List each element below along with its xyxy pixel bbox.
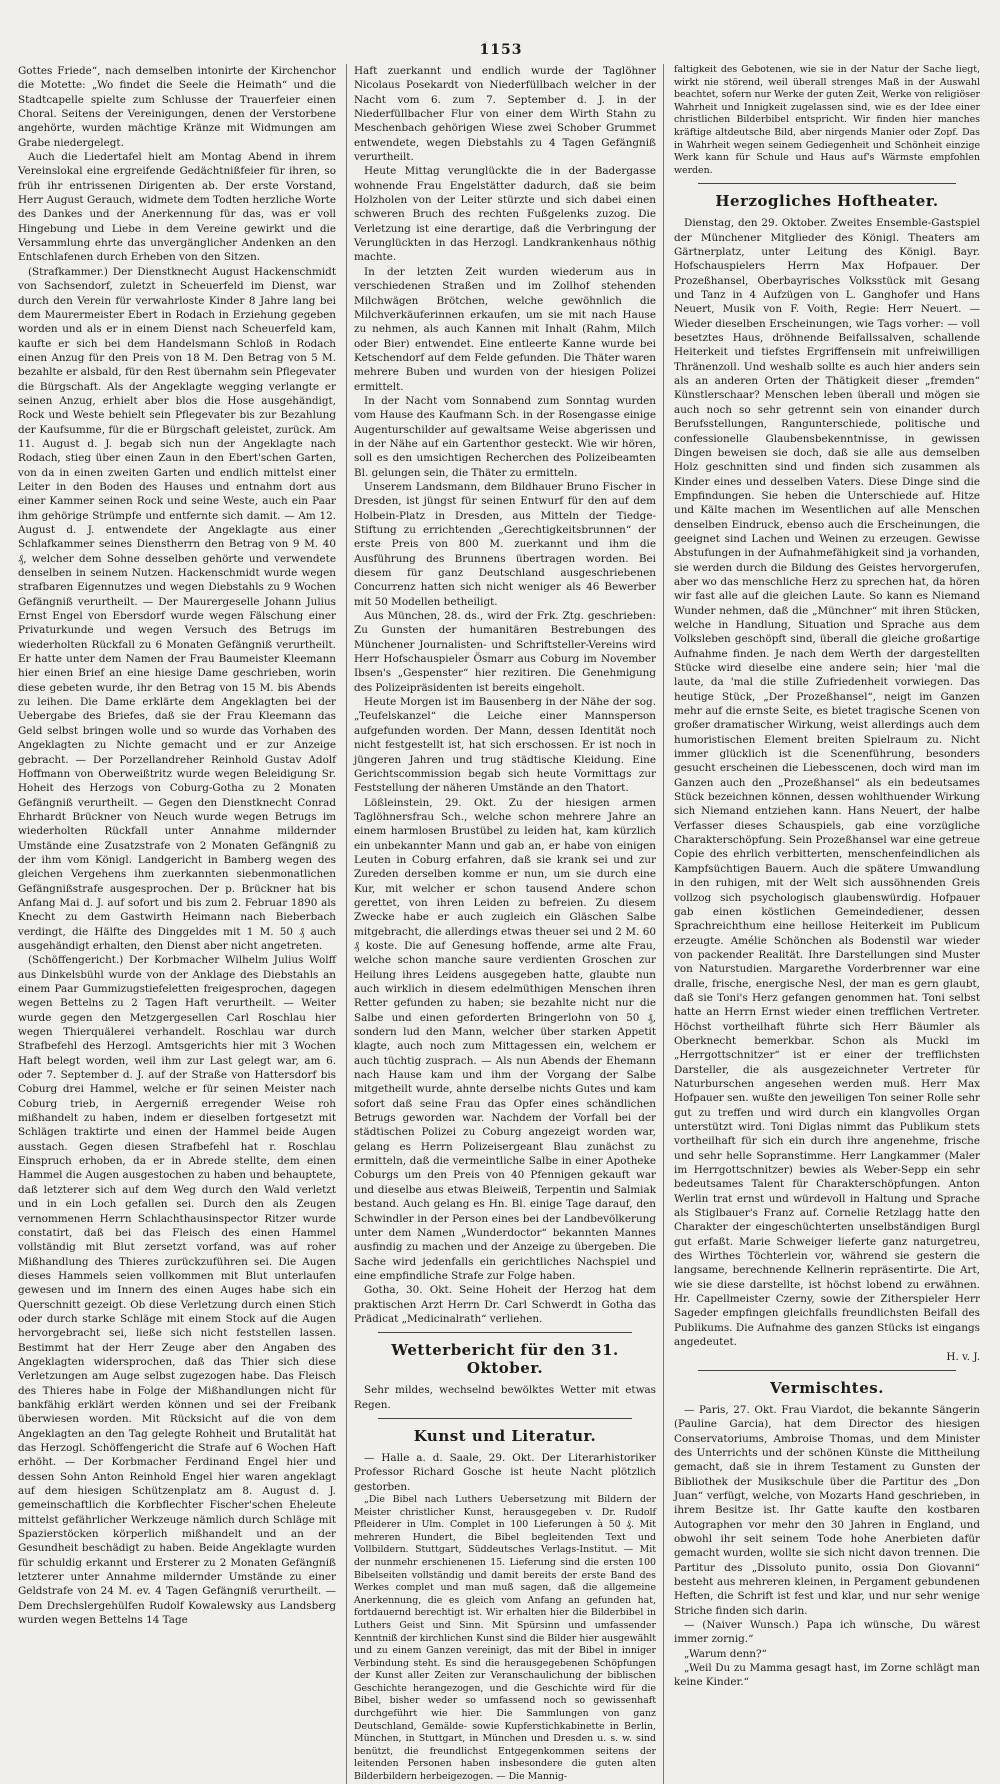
kunst-text: — Halle a. d. Saale, 29. Okt. Der Literarhistoriker Professor Richard Gosche ist heute Nacht plötzlich gestorben.	[354, 1451, 656, 1493]
paragraph: Aus München, 28. ds., wird der Frk. Ztg. geschrieben: Zu Gunsten der humanitären Bestrebungen des Münchener Journalisten- und Schriftsteller-Vereins wird Herr Hofschauspieler Ösmarr aus Coburg im November Ibsen's „Gespenster“ hier rezitiren. Die Genehmigung des Polizeipräsidenten ist bereits eingeholt.	[354, 610, 656, 694]
hoftheater-title: Herzogliches Hoftheater.	[715, 192, 939, 211]
paragraph: Unserem Landsmann, dem Bildhauer Bruno Fischer in Dresden, ist jüngst für seinen Entwurf für den auf dem Holbein-Platz in Dresden, aus Mitteln der Tiedge-Stiftung zu errichtenden „Gerechtigkeitsbrunnen“ der erste Preis von 800 M. zuerkannt und ihm die Ausführung des Brunnens übertragen worden. Bei diesem für ganz Deutschland ausgeschriebenen Concurrenz hatten sich nicht weniger als 46 Bewerber mit 50 Modellen betheiligt.	[354, 480, 656, 608]
column-right	[674, 64, 980, 1784]
divider	[378, 1418, 632, 1419]
paragraph: (Strafkammer.) Der Dienstknecht August Hackenschmidt von Sachsendorf, zuletzt in Scheuerfeld im Dienst, war durch den Verein für verwahrloste Kinder 8 Jahre lang bei dem Maurermeister Ebert in Rodach in Erziehung gegeben worden und als er in einem Dienst nach Scheuerfeld kam, kaufte er sich bei dem Handelsmann Schloß in Rodach einen Anzug für den Preis von 18 M. Den Betrag von 5 M. bezahlte er alsbald, für den Rest übernahm sein Pflegevater die Bürgschaft. Als der Angeklagte wegging verlangte er seinen Anzug, erhielt aber blos die Hose ausgehändigt, Rock und Weste behielt sein Pflegevater bis zur Bezahlung der Kaufsumme, für die er Bürgschaft geleistet, zurück. Am 11. August d. J. begab sich nun der Angeklagte nach Rodach, stieg über einen Zaun in den Ebert'schen Garten, von da in einen zweiten Garten und endlich mittelst einer Leiter in den Boden des Hauses und entnahm dort aus einer Kammer seinen Rock und seine Weste, auch ein Paar ihm gehörige Strümpfe und entfernte sich damit. — Am 12. August d. J. entwendete der Angeklagte aus einer Schlafkammer seines Dienstherrn den Betrag von 9 M. 40 ₰, welcher dem Sohne desselben gehörte und verwendete denselben in seinem Nutzen. Hackenschmidt wurde wegen strafbaren Eigennutzes und wegen Diebstahls zu 9 Wochen Gefängniß verurtheilt. — Der Maurergeselle Johann Julius Ernst Engel von Ebersdorf wurde wegen Fälschung einer Privaturkunde und wegen Versuch des Betrugs im wiederholten Rückfall zu 6 Monaten Gefängniß verurtheilt. Er hatte unter dem Namen der Frau Baumeister Kleemann hier einen Brief an eine hiesige Dame geschrieben, worin diese gebeten wurde, ihr den Betrag von 15 M. bis Abends zu leihen. Die Dame erklärte dem Angeklagten bei der Uebergabe des Briefes, daß sie der Frau Kleemann das Geld selbst bringen wolle und so wurde das Vorhaben des Angeklagten zu Nichte gemacht und er zur Anzeige gebracht. — Der Porzellandreher Reinhold Gustav Adolf Hoffmann von Oberweißtritz wurde wegen Beleidigung Sr. Hoheit des Herzogs von Coburg-Gotha zu 2 Monaten Gefängniß verurtheilt. — Gegen den Dienstknecht Conrad Ehrhardt Brückner von Neuch wurde wegen Betrugs im wiederholten Rückfall unter Annahme mildernder Umstände eine Zusatzstrafe von 2 Monaten Gefängniß zu der ihm vom Königl. Landgericht in Bamberg wegen des gleichen Vergehens ihm zuerkannten siebenmonatlichen Gefängnißstrafe ausgesprochen. Der p. Brückner hat bis Anfang Mai d. J. auf sofort und bis zum 2. Februar 1890 als Knecht zu dem Gastwirth Heimann nach Bieberbach verdingt, die Hälfte des Dinggeldes mit 1 M. 50 ₰ auch ausgehändigt erhalten, den Dienst aber nicht angetreten.	[18, 265, 336, 952]
paragraph: „Warum denn?“	[684, 1647, 767, 1660]
weather-text: Sehr mildes, wechselnd bewölktes Wetter mit etwas Regen.	[354, 1384, 656, 1411]
bible-review-text: „Die Bibel nach Luthers Uebersetzung mit Bildern der Meister christlicher Kunst, herausgegeben v. Dr. Rudolf Pfleiderer in Ulm. Complet in 100 Lieferungen à 50 ₰. Mit mehreren Hundert, die Bibel begleitenden Text und Vollbildern. Stuttgart, Süddeutsches Verlags-Institut. — Mit der nunmehr erschienenen 15. Lieferung sind die ersten 100 Bibelseiten vollständig und damit bereits der erste Band des Werkes complet und man muß sagen, daß die allgemeine Anerkennung, die es gleich vom Anfang an gefunden hat, fortdauernd berechtigt ist. Wir erhalten hier die Bilderbibel in Luthers Geist und Sinn. Mit Spürsinn und umfassender Kenntniß der kirchlichen Kunst sind die Bilder hier ausgewählt und zu einem Ganzen vereinigt, das mit der Bibel in inniger Verbindung steht. Es sind die herausgegebenen Schöpfungen der Kunst aller Zeiten zur Veranschaulichung der biblischen Geschichte herangezogen, und die Geschichte wird für die Bibel, bisher weder so umfassend noch so gewissenhaft durchgeführt wie hier. Die Sammlungen von ganz Deutschland, Gemälde- sowie Kupferstichkabinette in Berlin, München, in Stuttgart, in München und Dresden u. s. w. sind benützt, die freundlichst Entgegenkommen seitens der leitenden Personen haben insbesondere die guten alten Bilderbildern herbeigezogen. — Die Mannig-	[354, 1493, 656, 1783]
paragraph: Auch die Liedertafel hielt am Montag Abend in ihrem Vereinslokal eine ergreifende Gedächtnißfeier für ihren, so früh ihr entrissenen Dirigenten ab. Der erste Vorstand, Herr August Gerauch, widmete dem Todten herzliche Worte des Dankes und der Anerkennung für das, was er voll Hingebung und Liebe in dem Vereine gewirkt und die Versammlung ehrte das unvergänglicher Andenken an den Entschlafenen durch Erheben von den Sitzen.	[18, 151, 336, 264]
paragraph: In der letzten Zeit wurden wiederum aus in verschiedenen Straßen und im Zollhof stehenden Milchwägen Brötchen, welche gewöhnlich die Milchverkäuferinnen erkaufen, um sie mit nach Hause zu nehmen, als auch Kannen mit Inhalt (Rahm, Milch oder Bier) entwendet. Eine entleerte Kanne wurde bei Ketschendorf auf dem Felde gefunden. Die Thäter waren mehrere Buben und wurden von der hiesigen Polizei ermittelt.	[354, 265, 656, 393]
paragraph: „Weil Du zu Mamma gesagt hast, im Zorne schlägt man keine Kinder.“	[674, 1662, 980, 1689]
weather-title: Wetterbericht für den 31. Oktober.	[391, 1341, 619, 1378]
paragraph: Heute Mittag verunglückte die in der Badergasse wohnende Frau Engelstätter dadurch, daß sie beim Holzholen von der Leiter stürzte und sich dabei einen schweren Bruch des rechten Fußgelenks zuzog. Die Verletzung ist eine derartige, daß die Verbringung der Verunglückten in das Herzogl. Landkrankenhaus nöthig machte.	[354, 165, 656, 264]
vermischtes-title: Vermischtes.	[770, 1378, 884, 1397]
divider	[378, 1332, 632, 1333]
columns	[18, 64, 984, 1783]
paragraph: — Paris, 27. Okt. Frau Viardot, die bekannte Sängerin (Pauline Garcia), hat dem Director des hiesigen Conservatoriums, Ambroise Thomas, und dem Minister des Unterrichts und der schönen Künste die Mittheilung gemacht, daß sie in ihrem Testament zu Gunsten der Bibliothek der Musikschule über die Partitur des „Don Juan“ verfügt, welche, von Mozarts Hand geschrieben, in ihrem Besitze ist. Ihr Gatte kaufte den kostbaren Autographen vor mehr den 30 Jahren in England, und obwohl ihr seit seinem Tode hohe Anerbieten dafür gemacht wurden, wollte sie sich nicht davon trennen. Die Partitur des „Dissoluto punito, ossia Don Giovanni“ besteht aus mehreren kleinen, in Pergament gebundenen Heften, die Schrift ist fest und klar, und nur sehr wenige Striche finden sich darin.	[674, 1403, 980, 1617]
paragraph: Gottes Friede“, nach demselben intonirte der Kirchenchor die Motette: „Wo findet die Seele die Heimath“ und die Stadtcapelle spielte zum Schlusse der Trauerfeier einen Choral. Seitens der Vereinigungen, denen der Verstorbene angehörte, wurden mächtige Kränze mit Widmungen am Grabe niedergelegt.	[18, 65, 336, 149]
paragraph: — (Naiver Wunsch.) Papa ich wünsche, Du wärest immer zornig.“	[674, 1619, 980, 1646]
paragraph: Dienstag, den 29. Oktober. Zweites Ensemble-Gastspiel der Münchener Mitglieder des Königl. Theaters am Gärtnerplatz, unter Leitung des Königl. Bayr. Hofschauspielers Herrn Max Hofpauer. Der Prozeßhansel, Oberbayrisches Volksstück mit Gesang und Tanz in 4 Aufzügen von L. Ganghofer und Hans Neuert, Musik von F. Voith, Regie: Herr Neuert. — Wieder dieselben Erscheinungen, wie Tags vorher: — voll besetztes Haus, dröhnende Beifallssalven, schallende Heiterkeit und tiefstes Ergriffensein mit unfreiwilligen Thränenzoll. Und weshalb sollte es auch hier anders sein als an anderen Orten der Thätigkeit dieser „fremden“ Künstlerschaar? Menschen leben überall und mögen sie auch noch so sehr getrennt sein von einander durch Berufsstellungen, Rangunterschiede, politische und confessionelle Glaubensbekenntnisse, in gewissen Dingen beweisen sie doch, daß sie alle aus demselben Holz geschnitten sind und finden sich zusammen als Kinder eines und desselben Vaters. Diese Dinge sind die Empfindungen. Sie heben die Unterschiede auf. Hitze und Kälte machen im Wesentlichen auf alle Menschen denselben Eindruck, ebenso auch die Erscheinungen, die geeignet sind Lachen und Weinen zu erzeugen. Gewisse Abstufungen in der Aufnahmefähigkeit sind ja vorhanden, sie werden durch die Bildung des Geistes hervorgerufen, aber wo das menschliche Herz zu sprechen hat, da hören wir fast alle auf die gleichen Laute. So kann es Niemand Wunder nehmen, daß die „Münchner“ mit ihren Stücken, welche in Handlung, Situation und Sprache aus dem Volksleben geschöpft sind, überall die gleiche großartige Aufnahme finden. Je nach dem Werth der dargestellten Stücke wird dieselbe eine andere sein; hier 'mal die laute, da 'mal die stille Zufriedenheit vorwiegen. Das heutige Stück, „Der Prozeßhansel“, neigt im Ganzen mehr auf die ernste Seite, es bietet tragische Scenen von großer dramatischer Wirkung, weist allerdings auch dem humoristischen Element breiten Spielraum zu. Nicht immer glücklich ist die Scenenführung, besonders gesucht erscheinen die Liebesscenen, doch wird man im Ganzen auch den „Prozeßhansel“ als ein bedeutsames Stück bezeichnen können, dessen wohlthuender Wirkung sich Niemand entziehen kann. Hans Neuert, der halbe Verfasser dieses Schauspiels, gab eine vorzügliche Charakterschöpfung. Sein Prozeßhansel war eine getreue Copie des ehrlich verbitterten, menschenfeindlichen als Kampfsüchtigen Bauern. Auch die spätere Umwandlung in den ruhigen, mit der Welt sich aussöhnenden Greis vollzog sich psychologisch glaubenswürdig. Hofpauer gab einen köstlichen Gemeindediener, dessen Sprachreichthum eine heillose Heiterkeit im Publicum erzeugte. Amélie Schönchen als Bodenstil war wieder von packender Realität. Ihre Darstellungen sind Muster von Naturstudien. Margarethe Vorderbrenner war eine dralle, frische, energische Nesl, der man es gern glaubt, daß sie Toni's Herz gefangen genommen hat. Toni selbst hatte an Herrn Ernst wieder einen trefflichen Vertreter. Höchst vortheilhaft führte sich Herr Bäumler als Oberknecht bemerkbar. Schon als Muckl im „Herrgottschnitzer“ ist er einer der trefflichsten Darsteller, die als ausgezeichneter Vertreter für Naturburschen angesehen werden muß. Herr Max Hofpauer sen. wußte den jeweiligen Ton seiner Rolle sehr gut zu treffen und wird durch ein klangvolles Organ unterstützt wird. Toni Diglas nimmt das Publikum stets vortheilhaft für sich ein durch ihre angenehme, frische und sehr helle Sopranstimme. Herr Langkammer (Maler im Herrgottschnitzer) bewies als Weber-Sepp ein sehr bedeutsames Talent für Charakterschöpfungen. Anton Werlin trat ernst und würdevoll in Haltung und Sprache als Stiglbauer's Franz auf. Cornelie Retzlagg hatte den Charakter der eingeschüchterten unselbständigen Burgl gut erfaßt. Marie Schweiger lieferte ganz naturgetreu, des Wirthes Töchterlein vor, während sie gestern die langsame, berechnende Kellnerin repräsentirte. Die Art, wie sie diese darstellte, ist höchst lobend zu erwähnen. Hr. Capellmeister Czerny, sowie der Zitherspieler Herr Sageder empfingen gleichfalls freundlichsten Beifall des Publikums. Die Aufnahme des ganzen Stücks ist eingangs angedeutet.	[674, 217, 980, 1349]
kunst-title: Kunst und Literatur.	[413, 1426, 597, 1445]
divider	[698, 183, 956, 184]
paragraph: In der Nacht vom Sonnabend zum Sonntag wurden vom Hause des Kaufmann Sch. in der Rosengasse einige Augenturschilder auf gewaltsame Weise abgerissen und in der Nähe auf ein Gartenthor gesteckt. Wie wir hören, soll es den umsichtigen Recherchen des Polizeibeamten Bl. gelungen sein, die Thäter zu ermitteln.	[354, 394, 656, 479]
paragraph: Haft zuerkannt und endlich wurde der Taglöhner Nicolaus Posekardt von Niederfüllbach welcher in der Nacht vom 6. zum 7. September d. J. in der Niederfüllbacher Flur von einer dem Wirth Stahn zu Meschenbach gehörigen Wiese zwei Schober Grummet entwendete, wegen Diebstahls zu 4 Tagen Gefängniß verurtheilt.	[354, 65, 656, 164]
signature: H. v. J.	[946, 1350, 980, 1363]
paragraph: (Schöffengericht.) Der Korbmacher Wilhelm Julius Wolff aus Dinkelsbühl wurde von der Anklage des Diebstahls an einem Paar Gummizugstiefeletten freigesprochen, dagegen wegen Bettelns zu 2 Tagen Haft verurtheilt. — Weiter wurde gegen den Metzgergesellen Carl Roschlau hier wegen Thierquälerei verhandelt. Roschlau war durch Strafbefehl des Herzogl. Amtsgerichts hier mit 3 Wochen Haft belegt worden, weil ihm zur Last gelegt war, am 6. oder 7. September d. J. auf der Straße von Hattersdorf bis Coburg drei Hammel, welche er für seinen Meister nach Coburg trieb, in Aergerniß erregender Weise roh mißhandelt zu haben, indem er dieselben fortgesetzt mit Schlägen traktirte und einen der Hammel beide Augen ausstach. Gegen diesen Strafbefehl hat r. Roschlau Einspruch erhoben, da er in Abrede stellte, dem einen Hammel die Augen ausgestochen zu haben und behauptete, daß letzterer sich auf dem Weg durch den Wald verletzt und in ein Loch gefallen sei. Durch den als Zeugen vernommenen Herrn Schlachthausinspector Ritzer wurde constatirt, daß bei das Fleisch des einen Hammel vollständig mit Blut zersetzt vorfand, was auf roher Mißhandlung des Thieres zurückzuführen sei. Die Augen dieses Hammels seien vollkommen mit Blut unterlaufen gewesen und im Innern des einen Auges habe sich ein Querschnitt gezeigt. Ob diese Verletzung durch einen Stich oder durch starke Schläge mit einem Stock auf die Augen hervorgebracht sei, ließe sich nicht feststellen lassen. Bestimmt hat der Herr Zeuge aber den Angaben des Angeklagten widersprochen, daß das Thier sich diese Verletzungen am Auge selbst zugezogen habe. Das Fleisch des Thieres habe in Folge der Mißhandlungen nicht für bankfähig erklärt werden können und sei der Freibank überwiesen worden. Mit Rücksicht auf die von dem Angeklagten an den Tag gelegte Rohheit und Brutalität hat das Herzogl. Schöffengericht die Strafe auf 6 Wochen Haft erhöht. — Der Korbmacher Ferdinand Engel hier und dessen Sohn Anton Reinhold Engel hier waren angeklagt auf dem hiesigen Schützenplatz am 8. August d. J. gemeinschaftlich die Korbflechter Fischer'schen Eheleute mittelst gefährlicher Werkzeuge nämlich durch Schläge mit Spazierstöcken körperlich mißhandelt und an der Gesundheit beschädigt zu haben. Beide Angeklagte wurden für schuldig erkannt und Ersterer zu 2 Monaten Gefängniß letzterer unter Annahme mildernder Umstände zu einer Geldstrafe von 24 M. ev. 4 Tagen Gefängniß verurtheilt. — Dem Drechslergehülfen Rudolf Kowalewsky aus Landsberg wurden wegen Bettelns 14 Tage	[18, 954, 336, 1627]
paragraph: Heute Morgen ist im Bausenberg in der Nähe der sog. „Teufelskanzel“ die Leiche einer Mannsperson aufgefunden worden. Der Mann, dessen Identität noch nicht festgestellt ist, hat sich erschossen. Er ist noch in jüngeren Jahren und trug städtische Kleidung. Eine Gerichtscommission begab sich heute Vormittags zur Feststellung der näheren Umstände an den Thatort.	[354, 696, 656, 795]
page-number: 1153	[479, 42, 523, 58]
column-left	[18, 64, 336, 1784]
paragraph: Gotha, 30. Okt. Seine Hoheit der Herzog hat dem praktischen Arzt Herrn Dr. Carl Schwerdt in Gotha das Prädicat „Medicinalrath“ verliehen.	[354, 1284, 656, 1325]
paragraph: Lößleinstein, 29. Okt. Zu der hiesigen armen Taglöhnersfrau Sch., welche schon mehrere Jahre an einem harmlosen Brustübel zu leiden hat, kam kürzlich ein unbekannter Mann und gab an, er habe von einigen Leuten in Coburg erfahren, daß sie krank sei und zur Zureden derselben komme er nun, um sie durch eine Kur, mit welcher er schon tausend Andere schon gerettet, von ihren Leiden zu befreien. Zu diesem Zwecke habe er auch zugleich ein Gläschen Salbe mitgebracht, die allerdings etwas theuer sei und 2 M. 60 ₰ koste. Die auf Genesung hoffende, arme alte Frau, welche schon manche saure verdienten Groschen zur Heilung ihres Leidens ausgegeben hatte, glaubte nun auch wirklich in diesem edelmüthigen Menschen ihren Retter gefunden zu haben; sie bezahlte nicht nur die Salbe und einen geforderten Bringerlohn von 50 ₰, sondern lud den Mann, welcher über starken Appetit klagte, auch noch zum Mittagessen ein, welchem er auch tüchtig zusprach. — Als nun Abends der Ehemann nach Hause kam und ihm der Vorgang der Salbe mitgetheilt wurde, ahnte derselbe nichts Gutes und kam sofort daß seine Frau das Opfer eines schändlichen Betrugs geworden war. Nachdem der Vorfall bei der städtischen Polizei zu Coburg angezeigt worden war, gelang es Herrn Polizeisergeant Blau zunächst zu ermitteln, daß die vermeintliche Salbe in einer Apotheke Coburgs um den Preis von 40 Pfennigen gekauft war und dieselbe aus etwas Bleiweiß, Terpentin und Salmiak bestand. Auch gelang es Hn. Bl. einige Tage darauf, den Schwindler in der Person eines bei der Landbevölkerung unter dem Namen „Wunderdoctor“ bekannten Mannes ausfindig zu machen und der Anzeige zu übergeben. Die Sache wird jedenfalls ein gerichtliches Nachspiel und eine empfindliche Strafe zur Folge haben.	[354, 796, 656, 1282]
divider	[698, 1370, 956, 1371]
column-middle	[346, 64, 664, 1784]
paragraph: faltigkeit des Gebotenen, wie sie in der Natur der Sache liegt, wirkt nie störend, weil überall strenges Maß in der Auswahl beachtet, sofern nur Werke der guten Zeit, Werke von religiöser Wahrheit und Innigkeit zugelassen sind, wie es der Idee einer christlichen Bilderbibel entspricht. Wir finden hier manches kräftige altdeutsche Bild, aber nirgends Manier oder Zopf. Das in Wahrheit wegen seinem Gediegenheit und Schönheit einzige Werk kann für Schule und Haus auf's Wärmste empfohlen werden.	[674, 64, 980, 176]
